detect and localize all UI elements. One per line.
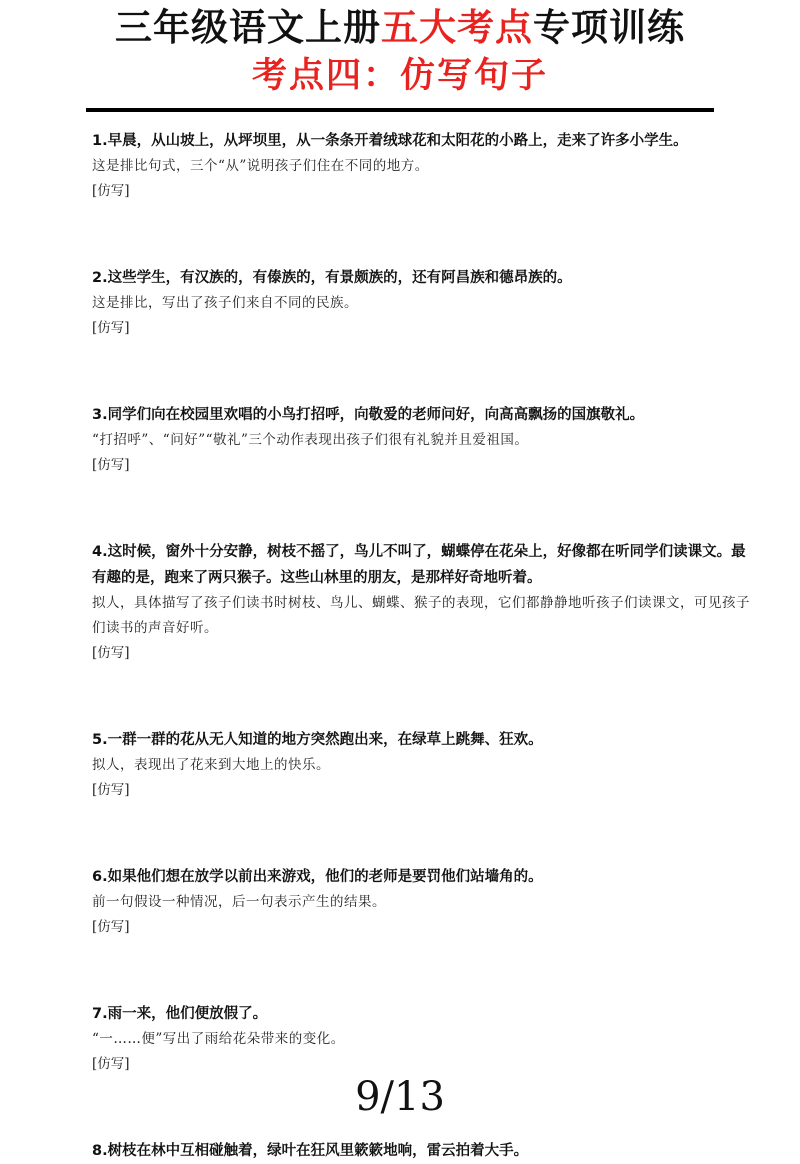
title-part-1: 三年级语文上册 <box>115 6 381 49</box>
exercise-list <box>92 128 752 1164</box>
exercise-item-6 <box>92 864 752 940</box>
document-title <box>0 4 800 52</box>
imitation-blank: [仿写] <box>92 320 130 336</box>
exercise-question: 8.树枝在林中互相碰触着，绿叶在狂风里簌簌地响，雷云拍着大手。 <box>92 1143 529 1159</box>
imitation-blank: [仿写] <box>92 645 130 661</box>
header-divider <box>86 108 714 112</box>
exercise-item-5 <box>92 727 752 803</box>
exercise-item-1 <box>92 128 752 204</box>
exercise-item-8 <box>92 1138 752 1164</box>
imitation-blank: [仿写] <box>92 183 130 199</box>
exercise-question: 5.一群一群的花从无人知道的地方突然跑出来，在绿草上跳舞、狂欢。 <box>92 732 543 748</box>
exercise-item-2 <box>92 265 752 341</box>
document-subtitle: 考点四：仿写句子 <box>251 56 548 96</box>
exercise-note: 拟人，表现出了花来到大地上的快乐。 <box>92 757 330 773</box>
title-highlight: 五大考点 <box>381 6 533 49</box>
exercise-note: 拟人，具体描写了孩子们读书时树枝、鸟儿、蝴蝶、猴子的表现，它们都静静地听孩子们读课文，可见孩子们读书的声音好听。 <box>92 595 750 636</box>
exercise-note: 这是排比句式，三个“从”说明孩子们住在不同的地方。 <box>92 158 429 174</box>
exercise-item-3 <box>92 402 752 478</box>
imitation-blank: [仿写] <box>92 1056 130 1072</box>
exercise-item-7 <box>92 1001 752 1077</box>
exercise-question: 7.雨一来，他们便放假了。 <box>92 1006 268 1022</box>
exercise-question: 6.如果他们想在放学以前出来游戏，他们的老师是要罚他们站墙角的。 <box>92 869 543 885</box>
exercise-note: 这是排比，写出了孩子们来自不同的民族。 <box>92 295 358 311</box>
imitation-blank: [仿写] <box>92 919 130 935</box>
imitation-blank: [仿写] <box>92 782 130 798</box>
exercise-question: 2.这些学生，有汉族的，有傣族的，有景颇族的，还有阿昌族和德昂族的。 <box>92 270 572 286</box>
exercise-note: 前一句假设一种情况，后一句表示产生的结果。 <box>92 894 386 910</box>
exercise-note: “一……便”写出了雨给花朵带来的变化。 <box>92 1031 345 1047</box>
exercise-question: 1.早晨，从山坡上，从坪坝里，从一条条开着绒球花和太阳花的小路上，走来了许多小学生。 <box>92 133 688 149</box>
imitation-blank: [仿写] <box>92 457 130 473</box>
page-number: 9/13 <box>355 1074 445 1120</box>
exercise-question: 4.这时候，窗外十分安静，树枝不摇了，鸟儿不叫了，蝴蝶停在花朵上，好像都在听同学们读课文。最有趣的是，跑来了两只猴子。这些山林里的朋友，是那样好奇地听着。 <box>92 544 746 586</box>
exercise-note: “打招呼”、“问好”“敬礼”三个动作表现出孩子们很有礼貌并且爱祖国。 <box>92 432 529 448</box>
title-part-2: 专项训练 <box>533 6 685 49</box>
exercise-question: 3.同学们向在校园里欢唱的小鸟打招呼，向敬爱的老师问好，向高高飘扬的国旗敬礼。 <box>92 407 645 423</box>
exercise-item-4 <box>92 539 752 666</box>
